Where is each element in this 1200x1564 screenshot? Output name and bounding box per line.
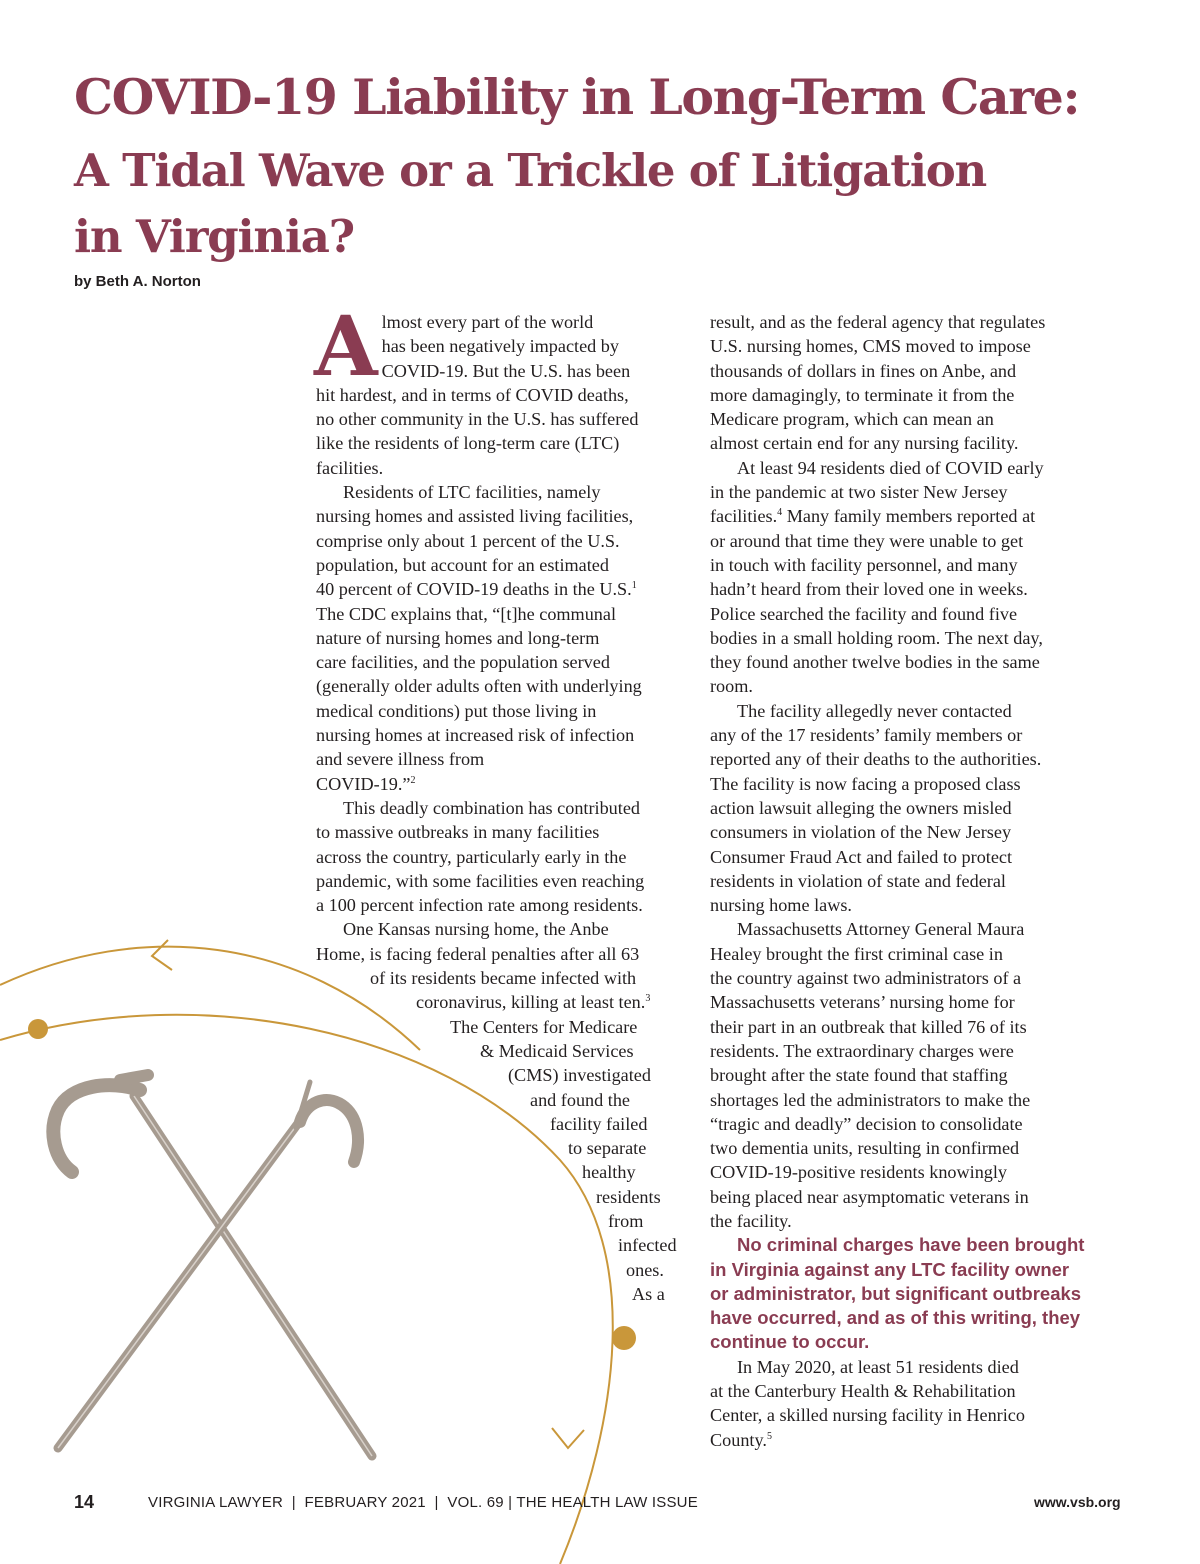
text-line: across the country, particularly early in the <box>316 846 627 867</box>
text-line: In May 2020, at least 51 residents died <box>737 1356 1019 1377</box>
text-line: Residents of LTC facilities, namely <box>343 482 601 503</box>
text-line: thousands of dollars in fines on Anbe, and <box>710 360 1017 381</box>
text-line: consumers in violation of the New Jersey <box>710 822 1012 843</box>
text-line: COVID-19.”$^2$ <box>316 773 416 794</box>
text-line: COVID-19-positive residents knowingly <box>710 1162 1008 1183</box>
text-line: (CMS) investigated <box>508 1065 651 1086</box>
text-line: or administrator, but significant outbreaks <box>710 1282 1082 1304</box>
text-line: pandemic, with some facilities even reaching <box>316 870 645 891</box>
text-line: comprise only about 1 percent of the U.S. <box>316 530 620 551</box>
text-line: residents <box>596 1186 661 1207</box>
text-line: No criminal charges have been brought <box>737 1234 1085 1256</box>
text-line: County.$^5$ <box>710 1429 772 1450</box>
text-line: result, and as the federal agency that regulates <box>710 312 1046 332</box>
text-line: in touch with facility personnel, and many <box>710 554 1018 575</box>
text-line: hit hardest, and in terms of COVID deaths, <box>316 384 629 405</box>
text-line: (generally older adults often with underlying <box>316 676 642 697</box>
text-line: The facility allegedly never contacted <box>737 700 1012 721</box>
paragraph <box>316 917 682 1306</box>
text-line: and found the <box>530 1089 631 1110</box>
text-line: they found another twelve bodies in the same <box>710 652 1040 673</box>
text-line: Consumer Fraud Act and failed to protect <box>710 846 1013 867</box>
article-column-right <box>710 310 1090 1452</box>
text-line: ones. <box>626 1259 664 1280</box>
text-line: infected <box>618 1235 677 1256</box>
text-line: their part in an outbreak that killed 76 of its <box>710 1016 1027 1037</box>
text-fragment: Many family members reported at <box>782 506 1036 527</box>
text-line: any of the 17 residents’ family members or <box>710 725 1023 746</box>
text-line: “tragic and deadly” decision to consolidate <box>710 1113 1023 1134</box>
footnote-marker: 2 <box>410 774 416 786</box>
paragraph <box>316 480 682 796</box>
text-line: action lawsuit alleging the owners misled <box>710 797 1012 818</box>
cane-icon <box>58 1082 358 1448</box>
arrow-left-icon <box>152 940 172 970</box>
text-line: Home, is facing federal penalties after all 63 <box>316 943 640 964</box>
text-line: Police searched the facility and found five <box>710 603 1018 624</box>
text-line: Massachusetts veterans’ nursing home for <box>710 992 1015 1013</box>
text-line: nursing home laws. <box>710 895 852 916</box>
text-line: care facilities, and the population served <box>316 652 610 673</box>
paragraph <box>710 1355 1090 1452</box>
paragraph <box>314 299 682 480</box>
text-line: a 100 percent infection rate among residents. <box>316 895 643 916</box>
text-line: healthy <box>582 1162 636 1183</box>
article-subtitle <box>74 138 986 270</box>
text-line: reported any of their deaths to the authorities. <box>710 749 1042 770</box>
website-link[interactable]: www.vsb.org <box>1034 1494 1121 1510</box>
text-line: or around that time they were unable to get <box>710 530 1024 551</box>
text-line: being placed near asymptomatic veterans in <box>710 1186 1029 1207</box>
paragraph <box>710 310 1090 456</box>
text-line: no other community in the U.S. has suffered <box>316 409 639 430</box>
text-line: The Centers for Medicare <box>450 1016 638 1037</box>
footnote-marker: 1 <box>631 580 637 592</box>
text-line: to separate <box>568 1138 647 1159</box>
text-line: & Medicaid Services <box>480 1040 634 1061</box>
text-line: As a <box>632 1283 665 1304</box>
text-line: in Virginia against any LTC facility owner <box>710 1258 1070 1280</box>
text-line: facilities. <box>316 457 384 478</box>
arrow-down-icon <box>552 1428 584 1448</box>
decorative-dot <box>28 1019 48 1039</box>
text-line: at the Canterbury Health & Rehabilitation <box>710 1381 1016 1402</box>
text-line: This deadly combination has contributed <box>343 797 640 818</box>
text-line: coronavirus, killing at least ten.$^3$ <box>416 992 651 1013</box>
text-line: facilities.$^4$ Many family members reported at <box>710 506 1036 527</box>
text-line: continue to occur. <box>710 1331 870 1353</box>
footnote-marker: 5 <box>766 1430 772 1442</box>
drop-cap: A <box>314 299 378 395</box>
text-line: nursing homes at increased risk of infection <box>316 725 635 746</box>
text-line: residents in violation of state and federal <box>710 870 1006 891</box>
text-line: the facility. <box>710 1210 792 1231</box>
text-line: have occurred, and as of this writing, they <box>710 1307 1081 1329</box>
text-line: almost certain end for any nursing facility. <box>710 433 1019 454</box>
text-line: more damagingly, to terminate it from the <box>710 384 1015 405</box>
decorative-dot <box>612 1326 636 1350</box>
text-line: medical conditions) put those living in <box>316 700 597 721</box>
text-line: At least 94 residents died of COVID early <box>737 457 1044 478</box>
text-line: The facility is now facing a proposed class <box>710 773 1021 794</box>
text-line: population, but account for an estimated <box>316 554 609 575</box>
text-line: 40 percent of COVID-19 deaths in the U.S.$^1$ <box>316 579 637 600</box>
byline: by Beth A. Norton <box>74 273 201 290</box>
text-line: the country against two administrators of a <box>710 968 1022 989</box>
footnote-marker: 3 <box>645 993 651 1005</box>
text-line: shortages led the administrators to make the <box>710 1089 1031 1110</box>
text-line: to massive outbreaks in many facilities <box>316 822 600 843</box>
text-line: nursing homes and assisted living facilities, <box>316 506 634 527</box>
text-line: Healey brought the first criminal case in <box>710 943 1003 964</box>
text-line: Medicare program, which can mean an <box>710 409 994 430</box>
text-line: and severe illness from <box>316 749 485 770</box>
text-line: COVID-19. But the U.S. has been <box>381 360 631 381</box>
article-title: COVID-19 Liability in Long-Term Care: <box>74 68 1080 126</box>
text-line: like the residents of long-term care (LTC) <box>316 433 620 454</box>
page-number: 14 <box>74 1492 95 1512</box>
paragraph <box>710 456 1090 699</box>
paragraph <box>710 699 1090 918</box>
text-line: The CDC explains that, “[t]he communal <box>316 603 617 624</box>
text-line: One Kansas nursing home, the Anbe <box>343 919 609 940</box>
text-line: U.S. nursing homes, CMS moved to impose <box>710 336 1031 357</box>
paragraph <box>710 917 1090 1233</box>
subtitle-line: A Tidal Wave or a Trickle of Litigation <box>74 144 987 197</box>
text-line: from <box>608 1210 644 1231</box>
text-line: nature of nursing homes and long-term <box>316 627 600 648</box>
paragraph <box>316 796 682 917</box>
paragraph <box>710 1233 1090 1354</box>
footnote-marker: 4 <box>777 507 783 519</box>
subtitle-line: in Virginia? <box>74 210 354 263</box>
text-line: of its residents became infected with <box>370 968 637 989</box>
text-line: brought after the state found that staffing <box>710 1065 1008 1086</box>
publication-info: VIRGINIA LAWYER | FEBRUARY 2021 | VOL. 69 | THE HEALTH LAW ISSUE <box>148 1494 698 1511</box>
text-line: Massachusetts Attorney General Maura <box>737 919 1025 940</box>
text-line: has been negatively impacted by <box>381 336 619 357</box>
text-line: in the pandemic at two sister New Jersey <box>710 482 1008 503</box>
text-line: room. <box>710 676 753 697</box>
text-line: two dementia units, resulting in confirmed <box>710 1138 1020 1159</box>
text-line: hadn’t heard from their loved one in weeks. <box>710 579 1028 600</box>
text-line: bodies in a small holding room. The next day, <box>710 627 1043 648</box>
text-line: facility failed <box>550 1113 648 1134</box>
text-line: lmost every part of the world <box>381 312 594 332</box>
text-line: Center, a skilled nursing facility in Henrico <box>710 1405 1025 1426</box>
article-column-left <box>314 299 682 1306</box>
text-line: residents. The extraordinary charges were <box>710 1040 1014 1061</box>
